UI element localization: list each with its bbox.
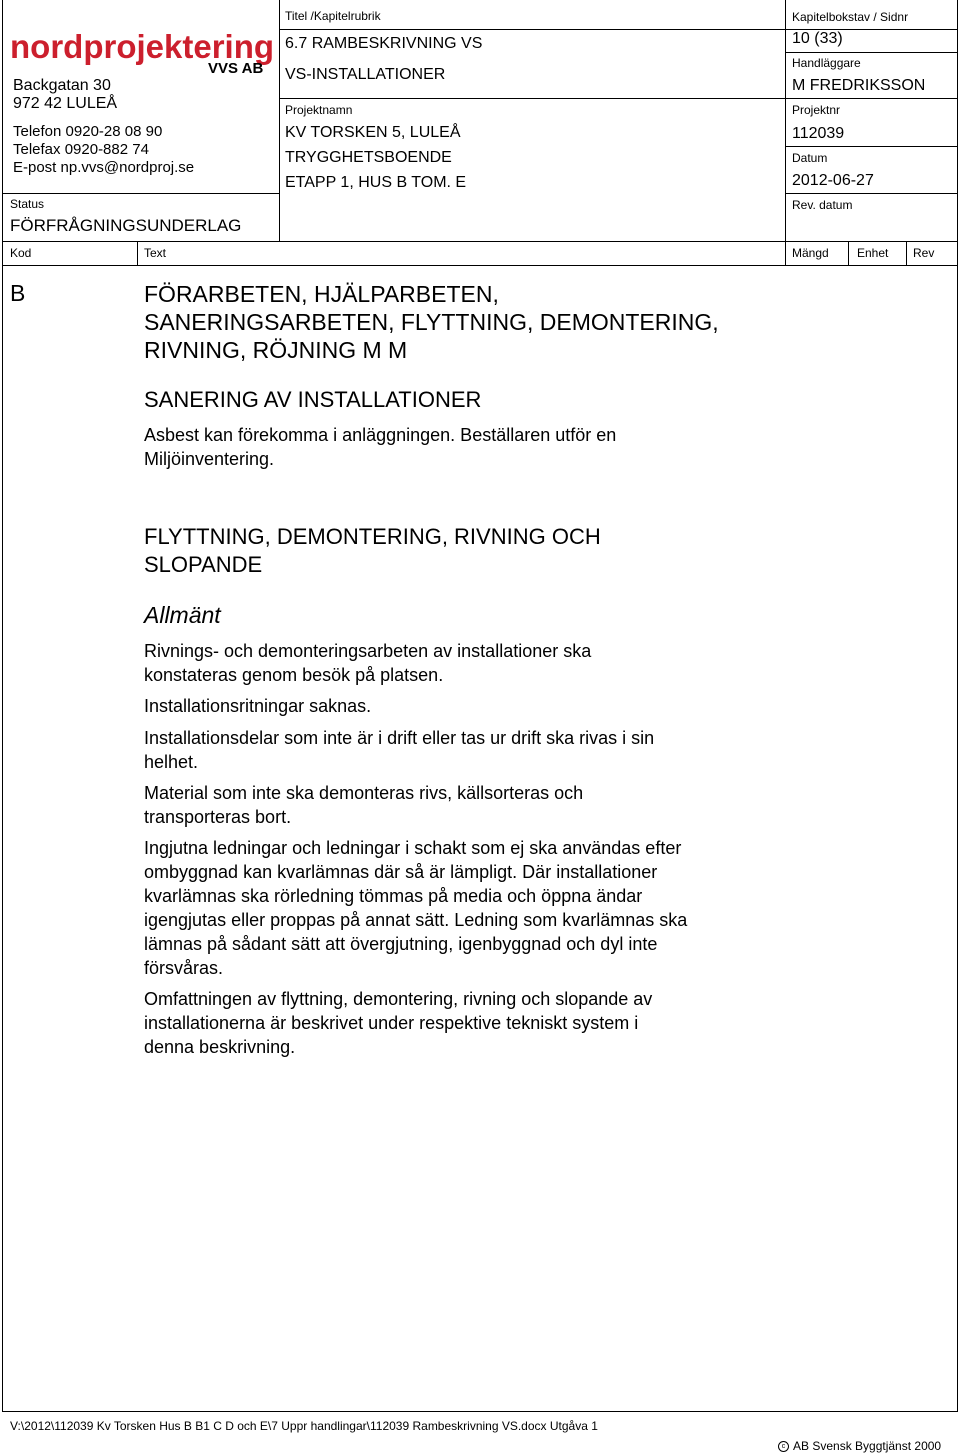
header-line-projnr xyxy=(785,146,957,147)
header-line-title xyxy=(279,98,786,99)
para-6-line-2: ombyggnad kan kvarlämnas där så är lämpligt. Där installationer xyxy=(144,862,658,882)
para-4-line-2: helhet. xyxy=(144,752,199,772)
title-label: Titel /Kapitelrubrik xyxy=(285,9,381,23)
header-line-handler xyxy=(785,98,957,99)
company-logo xyxy=(8,26,280,78)
copyright-text: AB Svensk Byggtjänst 2000 xyxy=(793,1439,942,1453)
status-value: FÖRFRÅGNINGSUNDERLAG xyxy=(10,216,242,235)
heading-3-line-1: FLYTTNING, DEMONTERING, RIVNING OCH xyxy=(144,524,601,549)
header-line-top xyxy=(279,29,786,30)
header-line-chapter xyxy=(785,52,957,53)
heading-1-line-3: RIVNING, RÖJNING M M xyxy=(144,337,408,363)
para-6-line-5: lämnas på sådant sätt att övergjutning, igenbyggnad och dyl inte xyxy=(144,934,658,954)
frame-bottom xyxy=(2,1411,958,1412)
footer-copyright xyxy=(778,1439,941,1453)
company-email: E-post np.vvs@nordproj.se xyxy=(13,159,195,176)
subheading-allmant: Allmänt xyxy=(144,602,221,628)
project-line-1: KV TORSKEN 5, LULEÅ xyxy=(285,124,461,141)
chapter-label: Kapitelbokstav / Sidnr xyxy=(792,10,909,24)
para-6-line-4: igengjutas eller proppas på annat sätt. Ledning som kvarlämnas ska xyxy=(144,910,688,930)
para-7-line-2: installationerna är beskrivet under respektive tekniskt system i xyxy=(144,1013,639,1033)
project-label: Projektnamn xyxy=(285,103,353,117)
projnr-value: 112039 xyxy=(792,125,845,142)
header-line-date xyxy=(785,193,957,194)
title-line-2: VS-INSTALLATIONER xyxy=(285,66,446,83)
para-1-line-2: Miljöinventering. xyxy=(144,449,275,469)
chapter-value: 10 (33) xyxy=(792,30,843,47)
column-header-kod: Kod xyxy=(10,246,32,260)
col-divider-enhet xyxy=(848,241,849,266)
section-code: B xyxy=(10,280,26,306)
para-5-line-1: Material som inte ska demonteras rivs, källsorteras och xyxy=(144,783,584,803)
status-label: Status xyxy=(10,197,45,211)
company-address-city: 972 42 LULEÅ xyxy=(13,95,118,112)
para-6-line-3: kvarlämnas ska rörledning tömmas på media och öppna ändar xyxy=(144,886,643,906)
columns-line-bottom xyxy=(2,265,958,266)
column-header-text: Text xyxy=(144,246,167,260)
para-2-line-2: konstateras genom besök på platsen. xyxy=(144,665,444,685)
logo-wordmark: nordprojektering xyxy=(10,28,275,65)
logo-subtitle: VVS AB xyxy=(208,60,264,77)
para-6-line-6: försvåras. xyxy=(144,958,224,978)
company-address-street: Backgatan 30 xyxy=(13,77,111,94)
company-phone: Telefon 0920-28 08 90 xyxy=(13,123,163,140)
col-divider-kod xyxy=(137,241,138,266)
project-line-3: ETAPP 1, HUS B TOM. E xyxy=(285,174,467,191)
heading-1-line-2: SANERINGSARBETEN, FLYTTNING, DEMONTERING, xyxy=(144,309,719,335)
para-4-line-1: Installationsdelar som inte är i drift eller tas ur drift ska rivas i sin xyxy=(144,728,655,748)
footer-file-path: V:\2012\112039 Kv Torsken Hus B B1 C D och E\7 Uppr handlingar\112039 Rambeskrivning VS.docx Utgåva 1 xyxy=(10,1419,598,1433)
revdate-label: Rev. datum xyxy=(792,198,853,212)
header-line-bottom xyxy=(2,241,958,242)
para-1-line-1: Asbest kan förekomma i anläggningen. Beställaren utför en xyxy=(144,425,617,445)
heading-1-line-1: FÖRARBETEN, HJÄLPARBETEN, xyxy=(144,281,499,307)
column-header-enhet: Enhet xyxy=(857,246,889,260)
handler-value: M FREDRIKSSON xyxy=(792,77,926,94)
para-3: Installationsritningar saknas. xyxy=(144,696,372,716)
company-fax: Telefax 0920-882 74 xyxy=(13,141,149,158)
para-7-line-1: Omfattningen av flyttning, demontering, rivning och slopande av xyxy=(144,989,653,1009)
header-line-status xyxy=(2,193,280,194)
column-header-rev: Rev xyxy=(913,246,935,260)
frame-right xyxy=(957,0,958,1412)
handler-label: Handläggare xyxy=(792,56,861,70)
project-line-2: TRYGGHETSBOENDE xyxy=(285,149,452,166)
heading-2: SANERING AV INSTALLATIONER xyxy=(144,387,482,412)
para-2-line-1: Rivnings- och demonteringsarbeten av installationer ska xyxy=(144,641,592,661)
col-divider-rev xyxy=(906,241,907,266)
para-7-line-3: denna beskrivning. xyxy=(144,1037,296,1057)
header-divider-2 xyxy=(785,0,786,242)
date-label: Datum xyxy=(792,151,828,165)
para-5-line-2: transporteras bort. xyxy=(144,807,292,827)
title-line-1: 6.7 RAMBESKRIVNING VS xyxy=(285,35,483,52)
para-6-line-1: Ingjutna ledningar och ledningar i schakt som ej ska användas efter xyxy=(144,838,682,858)
date-value: 2012-06-27 xyxy=(792,172,874,189)
col-divider-mangd xyxy=(785,241,786,266)
projnr-label: Projektnr xyxy=(792,103,841,117)
heading-3-line-2: SLOPANDE xyxy=(144,552,263,577)
frame-left xyxy=(2,0,3,1412)
copyright-icon: c xyxy=(778,1441,789,1452)
column-header-mangd: Mängd xyxy=(792,246,829,260)
